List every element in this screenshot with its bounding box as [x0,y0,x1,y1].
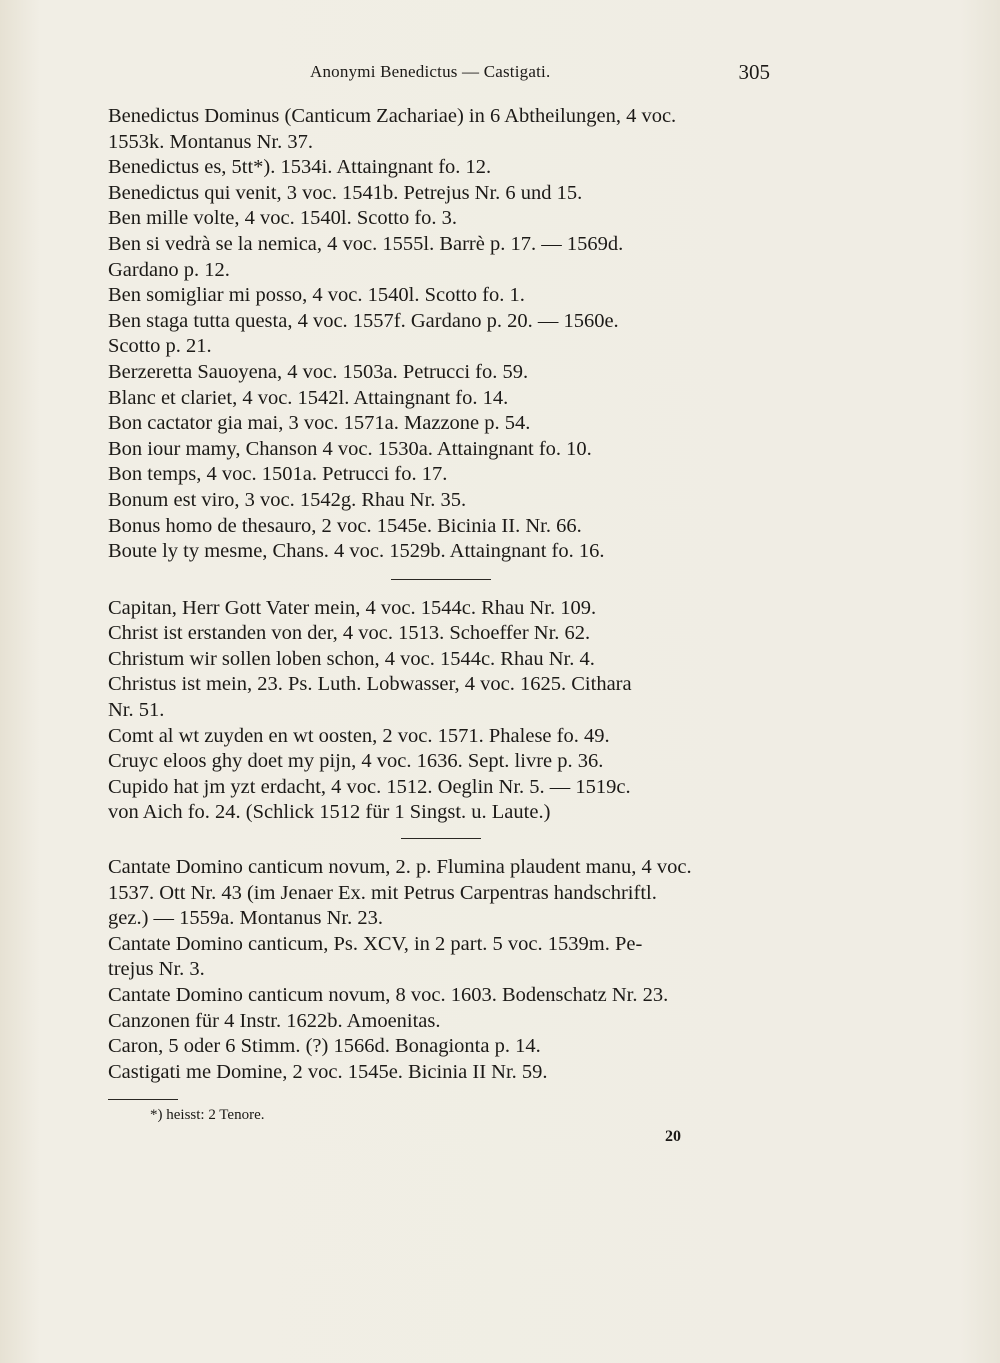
catalog-entry [108,983,773,1009]
entry-line: Ben somigliar mi posso, 4 voc. 1540l. Scotto fo. 1. [108,284,525,307]
entry-line: Bon cactator gia mai, 3 voc. 1571a. Mazzone p. 54. [108,412,531,435]
entry-line: Blanc et clariet, 4 voc. 1542l. Attaingnant fo. 14. [108,386,509,409]
entry-line: Berzeretta Sauoyena, 4 voc. 1503a. Petrucci fo. 59. [108,360,529,383]
entry-continuation-line: Gardano p. 12. [108,258,230,281]
catalog-entry [108,360,773,386]
catalog-entry [108,539,773,565]
entry-line: Ben staga tutta questa, 4 voc. 1557f. Gardano p. 20. — 1560e. [108,309,619,332]
entry-continuation-line: 1537. Ott Nr. 43 (im Jenaer Ex. mit Petrus Carpentras handschriftl. [108,881,657,904]
entry-continuation-line: trejus Nr. 3. [108,958,205,981]
entry-line: Christum wir sollen loben schon, 4 voc. 1544c. Rhau Nr. 4. [108,647,595,670]
entry-line: Boute ly ty mesme, Chans. 4 voc. 1529b. Attaingnant fo. 16. [108,540,605,563]
catalog-entry [108,437,773,463]
entry-line: Cantate Domino canticum novum, 2. p. Flumina plaudent manu, 4 voc. [108,856,692,879]
entry-line: Cruyc eloos ghy doet my pijn, 4 voc. 1636. Sept. livre p. 36. [108,750,604,773]
catalog-entry [108,1034,773,1060]
catalog-entry [108,1009,773,1035]
catalog-entry [108,462,773,488]
catalog-entry [108,514,773,540]
entry-line: Cantate Domino canticum novum, 8 voc. 1603. Bodenschatz Nr. 23. [108,984,669,1006]
catalog-entry [108,672,773,723]
page-header [310,62,770,88]
footnote-rule [108,1099,178,1100]
entry-continuation-line: gez.) — 1559a. Montanus Nr. 23. [108,907,383,930]
entry-line: Benedictus qui venit, 3 voc. 1541b. Petrejus Nr. 6 und 15. [108,181,583,204]
catalog-entry [108,411,773,437]
entry-line: Christus ist mein, 23. Ps. Luth. Lobwasser, 4 voc. 1625. Cithara [108,673,632,696]
entry-continuation-line: 1553k. Montanus Nr. 37. [108,130,313,153]
catalog-entry [108,488,773,514]
catalog-entry [108,775,773,826]
catalog-entry [108,932,773,983]
entry-line: Caron, 5 oder 6 Stimm. (?) 1566d. Bonagionta p. 14. [108,1035,541,1058]
entry-line: Castigati me Domine, 2 voc. 1545e. Bicinia II Nr. 59. [108,1060,548,1083]
catalog-entry [108,232,773,283]
catalog-entry [108,855,773,932]
entry-continuation-line: von Aich fo. 24. (Schlick 1512 für 1 Singst. u. Laute.) [108,801,551,824]
page-number: 305 [738,60,770,84]
catalog-entry [108,206,773,232]
section-b-entries [108,104,773,565]
catalog-entry [108,621,773,647]
entry-line: Bon iour mamy, Chanson 4 voc. 1530a. Attaingnant fo. 10. [108,437,592,460]
catalog-entry [108,749,773,775]
section-c2-entries [108,855,773,1085]
entry-line: Christ ist erstanden von der, 4 voc. 1513. Schoeffer Nr. 62. [108,622,591,645]
catalog-entry [108,155,773,181]
entry-line: Bonus homo de thesauro, 2 voc. 1545e. Bicinia II. Nr. 66. [108,514,582,537]
entry-line: Benedictus es, 5tt*). 1534i. Attaingnant fo. 12. [108,156,492,179]
section-divider [401,838,481,839]
entry-line: Cupido hat jm yzt erdacht, 4 voc. 1512. Oeglin Nr. 5. — 1519c. [108,775,631,798]
entry-continuation-line: Nr. 51. [108,699,165,722]
entry-line: Capitan, Herr Gott Vater mein, 4 voc. 1544c. Rhau Nr. 109. [108,596,597,619]
catalog-entry [108,596,773,622]
printer-signature: 20 [665,1128,681,1145]
entry-line: Benedictus Dominus (Canticum Zachariae) in 6 Abtheilungen, 4 voc. [108,105,677,127]
section-c1-entries [108,596,773,826]
catalog-entry [108,386,773,412]
section-divider [391,579,491,580]
entry-line: Ben si vedrà se la nemica, 4 voc. 1555l. Barrè p. 17. — 1569d. [108,232,624,255]
catalog-entry [108,181,773,207]
catalog-entry [108,1060,773,1086]
entry-line: Canzonen für 4 Instr. 1622b. Amoenitas. [108,1009,441,1032]
entry-continuation-line: Scotto p. 21. [108,335,212,358]
running-title: Anonymi Benedictus — Castigati. [310,62,551,81]
entry-line: Bonum est viro, 3 voc. 1542g. Rhau Nr. 35. [108,488,467,511]
catalog-entry [108,724,773,750]
catalog-entry [108,309,773,360]
catalog-entry [108,647,773,673]
entry-line: Comt al wt zuyden en wt oosten, 2 voc. 1571. Phalese fo. 49. [108,724,610,747]
footnote: *) heisst: 2 Tenore. [150,1107,265,1123]
entry-line: Bon temps, 4 voc. 1501a. Petrucci fo. 17. [108,463,448,486]
entries-content [108,104,773,1100]
catalog-entry [108,283,773,309]
catalog-entry [108,104,773,155]
entry-line: Ben mille volte, 4 voc. 1540l. Scotto fo. 3. [108,207,458,230]
entry-line: Cantate Domino canticum, Ps. XCV, in 2 part. 5 voc. 1539m. Pe- [108,932,643,955]
